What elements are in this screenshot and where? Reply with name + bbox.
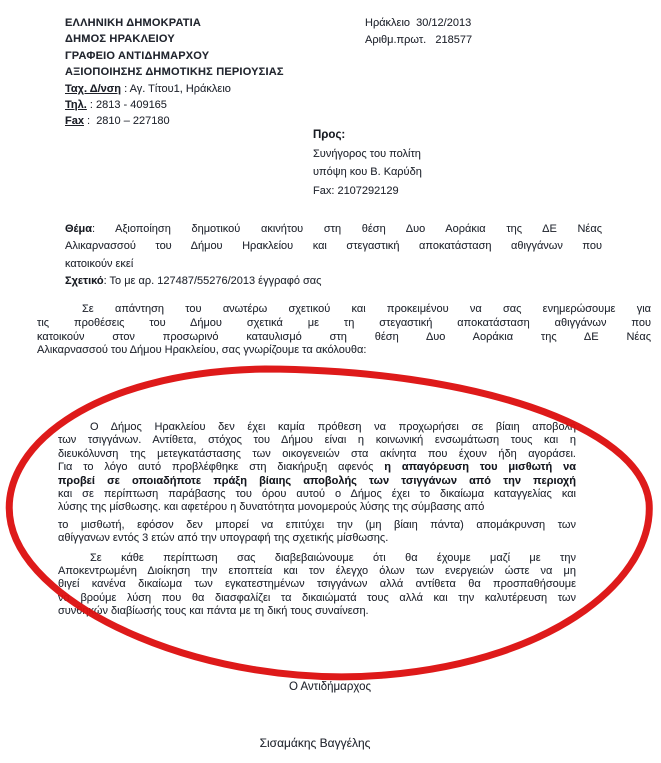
highlighted-paragraph-1 <box>58 421 576 515</box>
body-line: συνθηκών διαβίωσής τους και πάντα με τη δική τους συναίνεση. <box>58 605 369 618</box>
body-line: Αποκεντρωμένη Διοίκηση την εποπτεία και τον έλεγχο όλων των ενεργειών ώστε να μη <box>58 565 576 578</box>
subject-line: κατοικούν εκεί <box>65 257 134 270</box>
intro-line: Αλικαρνασσού του Δήμου Ηρακλείου, σας γνωρίζουμε τα ακόλουθα: <box>37 344 367 357</box>
sender-address-line <box>65 81 365 97</box>
body-line: λύσης της μίσθωσης. και αφετέρου η δυνατότητα μονομερούς λύσης της σύμβασης από <box>58 501 485 514</box>
body-line: Σε κάθε περίπτωση σας διαβεβαιώνουμε ότι θα έχουμε μαζί με την <box>90 551 576 564</box>
fax-label: Fax <box>65 115 84 128</box>
body-line <box>58 461 576 474</box>
highlighted-section <box>58 421 576 619</box>
recipient-line: Συνήγορος του πολίτη <box>313 147 421 160</box>
body-line-bold: προβεί σε οποιαδήποτε πράξη βίαιης αποβολής των τσιγγάνων από την περιοχή <box>58 474 576 487</box>
intro-line: τις προθέσεις του Δήμου σχετικά με τη στεγαστική αποκατάσταση αθιγγάνων που <box>37 316 651 329</box>
related-text: : Το με αρ. 127487/55276/2013 έγγραφό σας <box>103 275 322 288</box>
recipient-block <box>313 126 422 200</box>
place-date: Ηράκλειο 30/12/2013 <box>365 17 472 29</box>
recipient-label: Προς: <box>313 129 346 141</box>
sender-org-line: ΑΞΙΟΠΟΙΗΣΗΣ ΔΗΜΟΤΙΚΗΣ ΠΕΡΙΟΥΣΙΑΣ <box>65 66 284 79</box>
subject-line <box>65 221 602 238</box>
phone-value: : 2813 - 409165 <box>86 99 167 112</box>
address-value: : Αγ. Τίτου1, Ηράκλειο <box>121 82 231 95</box>
body-line: το μισθωτή, εφόσον δεν μπορεί να επιτύχει την (μη βίαιη πάντα) απομάκρυνση των <box>58 518 576 531</box>
sender-org-line: ΓΡΑΦΕΙΟ ΑΝΤΙΔΗΜΑΡΧΟΥ <box>65 49 210 62</box>
intro-line: Σε απάντηση του ανωτέρω σχετικού και προκειμένου να σας ενημερώσουμε για <box>82 303 651 315</box>
body-line: να βρούμε λύση που θα διασφαλίζει τα δικαιώματά τους αλλά και την καλυτέρευση των <box>58 591 576 604</box>
fax-value: : 2810 – 227180 <box>83 115 170 128</box>
sender-letterhead <box>65 15 365 130</box>
body-line: των τσιγγάνων. Αντίθετα, στόχος του Δήμου είναι η κοινωνική ενσωμάτωση τους και η <box>58 434 576 447</box>
related-label: Σχετικό <box>65 275 104 288</box>
body-text: Για το λόγο αυτό προβλέφθηκε στη διακήρυξη αφενός <box>58 461 385 474</box>
address-label: Ταχ. Δ/νση <box>65 82 122 95</box>
body-text-bold: η απαγόρευση του μισθωτή να <box>384 461 576 474</box>
phone-label: Τηλ. <box>65 99 87 112</box>
subject-line: Αλικαρνασσού του Δήμου Ηρακλείου και στεγαστική αποκατάσταση αθιγγάνων που <box>65 240 602 253</box>
recipient-line: υπόψη κου Β. Καρύδη <box>313 166 422 179</box>
highlighted-paragraph-3 <box>58 552 576 619</box>
highlighted-paragraph-2 <box>58 519 576 546</box>
signature-name: Σισαμάκης Βαγγέλης <box>259 736 371 750</box>
subject-block <box>65 221 602 291</box>
sender-org-line: ΔΗΜΟΣ ΗΡΑΚΛΕΙΟΥ <box>65 33 175 46</box>
body-line: Ο Δήμος Ηρακλείου δεν έχει καμία πρόθεση να προχωρήσει σε βίαιη αποβολή <box>90 421 576 433</box>
signature-title: Ο Αντιδήμαρχος <box>288 681 372 693</box>
intro-paragraph <box>37 303 651 358</box>
recipient-fax-line: Fax: 2107292129 <box>313 184 399 197</box>
subject-label: Θέμα <box>65 223 93 235</box>
sender-phone-line <box>65 97 365 113</box>
sender-org-line: ΕΛΛΗΝΙΚΗ ΔΗΜΟΚΡΑΤΙΑ <box>65 17 202 29</box>
body-line: αθίγγανων εντός 3 ετών από την υπογραφή της σχετικής μίσθωσης. <box>58 532 389 545</box>
body-line: και σε περίπτωση παράβασης του όρου αυτού ο Δήμος έχει το δικαίωμα καταγγελίας και <box>58 488 576 501</box>
reference-block <box>365 15 472 49</box>
protocol-number: Αριθμ.πρωτ. 218577 <box>365 34 473 46</box>
body-line: διευκόλυνση της μετεγκατάστασης των οικογενειών στα ακίνητα που έχουν ήδη αγοράσει. <box>58 447 576 460</box>
intro-line: κατοικούν στον προσωρινό καταυλισμό στη θέση Δυο Αοράκια της ΔΕ Νέας <box>37 330 651 343</box>
related-line <box>65 273 602 290</box>
body-line: θιγεί κανένα δικαίωμα των εγκατεστημένων τσιγγάνων αλλά αντίθετα θα προσπαθήσουμε <box>58 578 576 591</box>
subject-text: : Αξιοποίηση δημοτικού ακινήτου στη θέση Δυο Αοράκια της ΔΕ Νέας <box>92 223 602 235</box>
